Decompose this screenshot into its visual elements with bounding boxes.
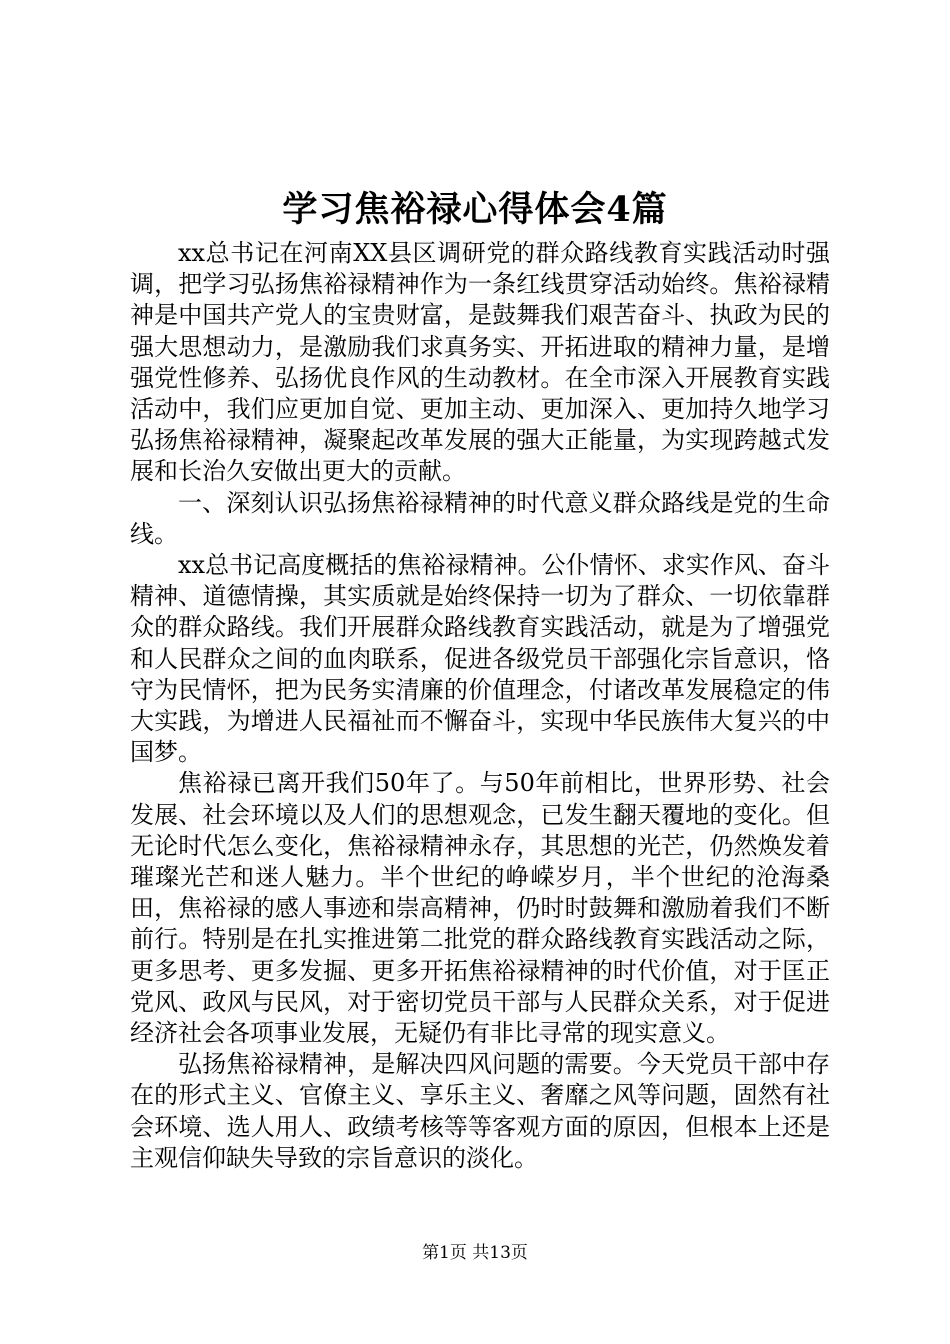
paragraph-1: xx总书记在河南XX县区调研党的群众路线教育实践活动时强调，把学习弘扬焦裕禄精神作为一条红线贯穿活动始终。焦裕禄精神是中国共产党人的宝贵财富，是鼓舞我们艰苦奋斗、执政为民的强大思想动力，是激励我们求真务实、开拓进取的精神力量，是增强党性修养、弘扬优良作风的生动教材。在全市深入开展教育实践活动中，我们应更加自觉、更加主动、更加深入、更加持久地学习弘扬焦裕禄精神，凝聚起改革发展的强大正能量，为实现跨越式发展和长治久安做出更大的贡献。 <box>130 239 830 486</box>
paragraph-2: 一、深刻认识弘扬焦裕禄精神的时代意义群众路线是党的生命线。 <box>130 488 830 548</box>
paragraph-4: 焦裕禄已离开我们50年了。与50年前相比，世界形势、社会发展、社会环境以及人们的思想观念，已发生翻天覆地的变化。但无论时代怎么变化，焦裕禄精神永存，其思想的光芒，仍然焕发着璀璨光芒和迷人魅力。半个世纪的峥嵘岁月，半个世纪的沧海桑田，焦裕禄的感人事迹和崇高精神，仍时时鼓舞和激励着我们不断前行。特别是在扎实推进第二批党的群众路线教育实践活动之际，更多思考、更多发掘、更多开拓焦裕禄精神的时代价值，对于匡正党风、政风与民风，对于密切党员干部与人民群众关系，对于促进经济社会各项事业发展，无疑仍有非比寻常的现实意义。 <box>130 769 830 1048</box>
document-title: 学习焦裕禄心得体会4篇 <box>282 189 668 230</box>
paragraph-5: 弘扬焦裕禄精神，是解决四风问题的需要。今天党员干部中存在的形式主义、官僚主义、享乐主义、奢靡之风等问题，固然有社会环境、选人用人、政绩考核等等客观方面的原因，但根本上还是主观信仰缺失导致的宗旨意识的淡化。 <box>130 1050 830 1172</box>
page-footer: 第1页 共13页 <box>422 1243 528 1263</box>
document-body <box>130 238 830 1174</box>
paragraph-3: xx总书记高度概括的焦裕禄精神。公仆情怀、求实作风、奋斗精神、道德情操，其实质就是始终保持一切为了群众、一切依靠群众的群众路线。我们开展群众路线教育实践活动，就是为了增强党和人民群众之间的血肉联系，促进各级党员干部强化宗旨意识，恪守为民情怀，把为民务实清廉的价值理念，付诸改革发展稳定的伟大实践，为增进人民福祉而不懈奋斗，实现中华民族伟大复兴的中国梦。 <box>130 551 830 767</box>
